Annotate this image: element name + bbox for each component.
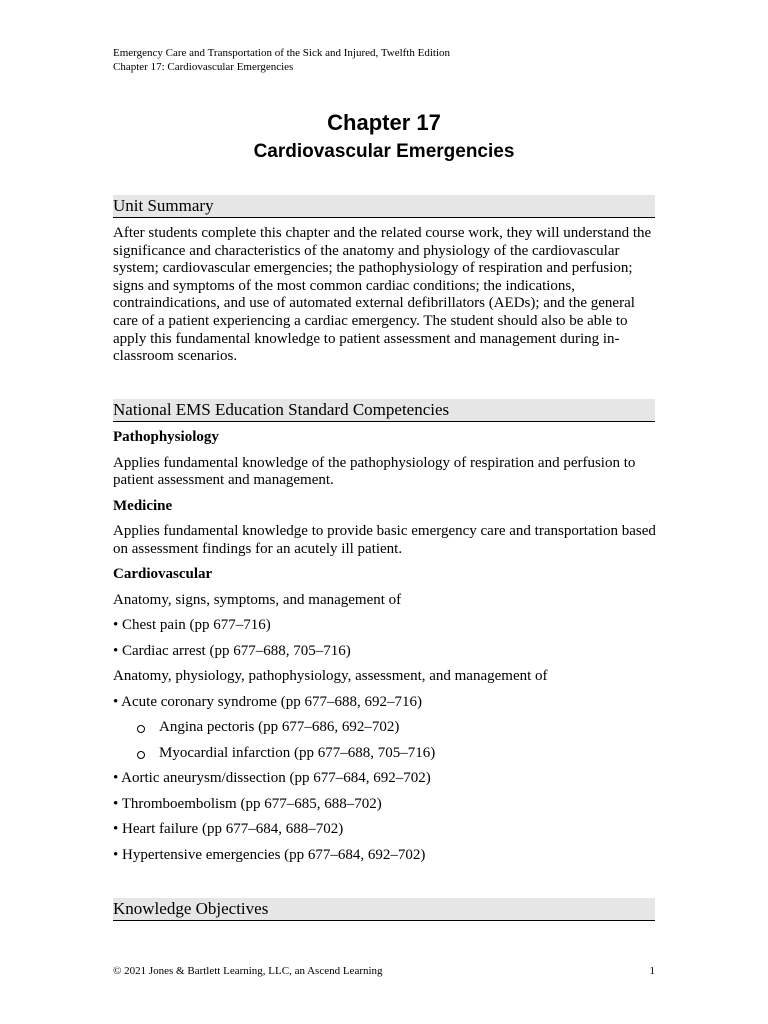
subheading-pathophysiology: Pathophysiology <box>113 429 219 445</box>
sub-list-item <box>113 745 658 763</box>
section-heading-competencies: National EMS Education Standard Competencies <box>113 399 655 422</box>
hollow-bullet-icon <box>137 725 145 733</box>
competencies-body <box>113 429 658 864</box>
unit-summary-text: After students complete this chapter and the related course work, they will understand the significance and characteristics of the anatomy and physiology of the cardiovascular system; cardiovascular emergencies; the pathophysiology of respiration and perfusion; signs and symptoms of the most common cardiac conditions; the indications, contraindications, and use of automated external defibrillators (AEDs); and the general care of a patient experiencing a cardiac emergency. The student should also be able to apply this fundamental knowledge to patient assessment and management during in-classroom scenarios. <box>113 225 652 365</box>
subheading-cardiovascular: Cardiovascular <box>113 566 213 582</box>
list-item: • Thromboembolism (pp 677–685, 688–702) <box>113 795 382 812</box>
subheading-medicine: Medicine <box>113 497 173 514</box>
cardiovascular-intro-1: Anatomy, signs, symptoms, and management of <box>113 591 402 608</box>
page-footer <box>113 964 655 978</box>
list-item: • Chest pain (pp 677–716) <box>113 617 271 633</box>
pathophysiology-text: Applies fundamental knowledge of the pathophysiology of respiration and perfusion to patient assessment and management. <box>113 454 636 488</box>
footer-copyright: © 2021 Jones & Bartlett Learning, LLC, an Ascend Learning <box>113 965 383 977</box>
list-item: • Aortic aneurysm/dissection (pp 677–684, 692–702) <box>113 770 431 786</box>
hollow-bullet-icon <box>137 751 145 759</box>
list-item: • Heart failure (pp 677–684, 688–702) <box>113 821 344 837</box>
header-book-title: Emergency Care and Transportation of the Sick and Injured, Twelfth Edition <box>113 47 451 59</box>
sub-list-item <box>113 719 658 737</box>
running-header <box>113 46 450 74</box>
list-item: • Cardiac arrest (pp 677–688, 705–716) <box>113 642 351 659</box>
chapter-number: Chapter 17 <box>327 110 441 135</box>
list-item: • Hypertensive emergencies (pp 677–684, 692–702) <box>113 846 426 863</box>
medicine-text: Applies fundamental knowledge to provide basic emergency care and transportation based on assessment findings for an acutely ill patient. <box>113 523 656 557</box>
list-item: • Acute coronary syndrome (pp 677–688, 692–716) <box>113 693 422 710</box>
chapter-title: Cardiovascular Emergencies <box>253 141 515 162</box>
section-heading-unit-summary: Unit Summary <box>113 195 655 218</box>
sub-list-item-text: Angina pectoris (pp 677–686, 692–702) <box>159 719 400 735</box>
cardiovascular-intro-2: Anatomy, physiology, pathophysiology, assessment, and management of <box>113 668 548 684</box>
page-number: 1 <box>649 965 655 977</box>
sub-list-item-text: Myocardial infarction (pp 677–688, 705–716) <box>159 744 436 761</box>
header-chapter: Chapter 17: Cardiovascular Emergencies <box>113 61 294 73</box>
section-heading-knowledge-objectives: Knowledge Objectives <box>113 898 655 921</box>
